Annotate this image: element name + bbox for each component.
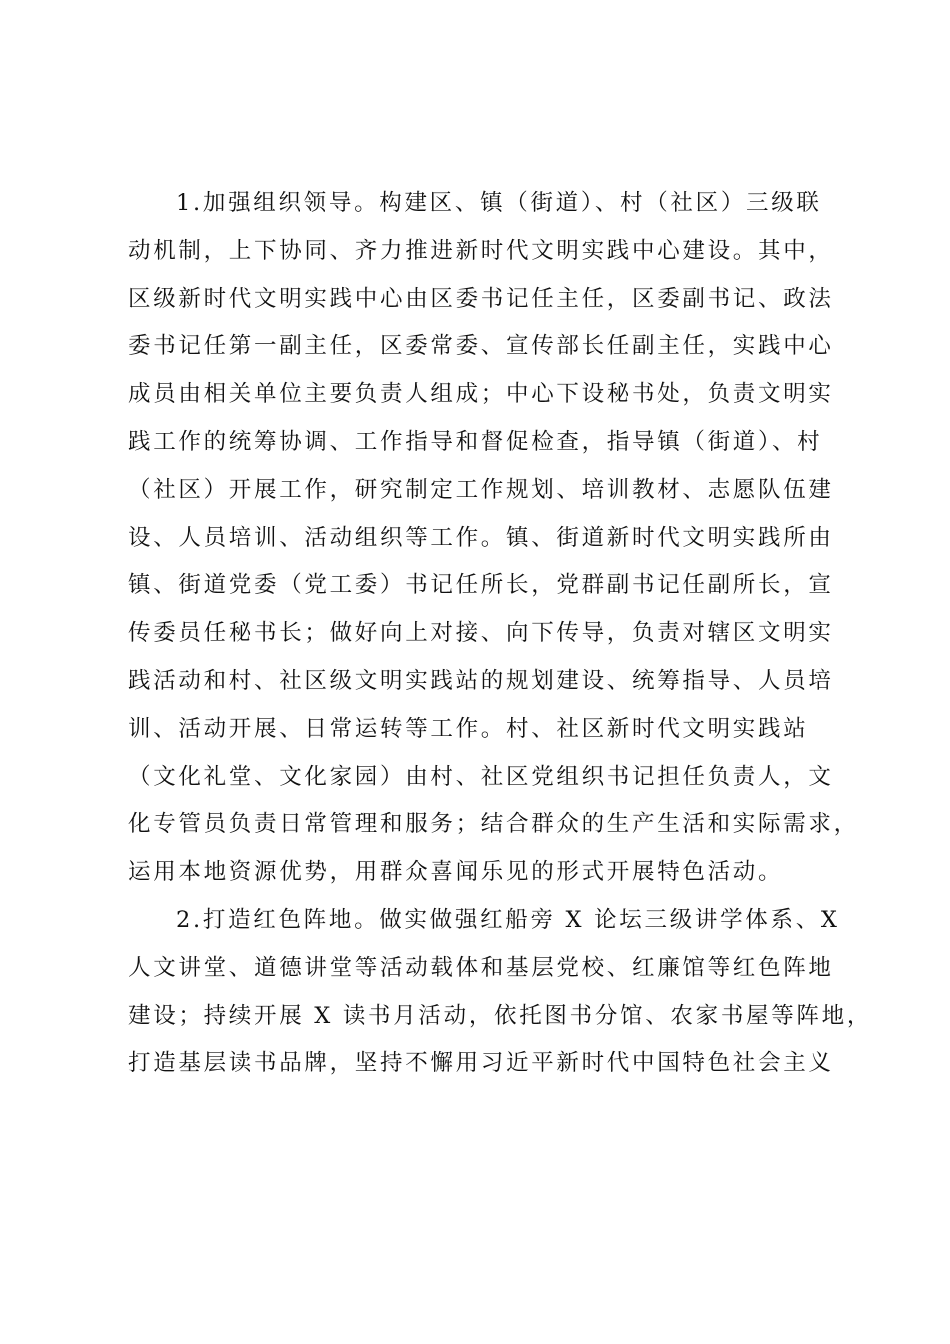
paragraph-line: （社区）开展工作，研究制定工作规划、培训教材、志愿队伍建 — [128, 476, 834, 503]
document-body — [128, 180, 873, 1088]
paragraph-line: 践活动和村、社区级文明实践站的规划建设、统筹指导、人员培 — [128, 667, 834, 694]
paragraph-line: 动机制，上下协同、齐力推进新时代文明实践中心建设。其中， — [128, 237, 834, 264]
paragraph-line: 委书记任第一副主任，区委常委、宣传部长任副主任，实践中心 — [128, 333, 834, 360]
paragraph-line: 打造基层读书品牌，坚持不懈用习近平新时代中国特色社会主义 — [128, 1050, 834, 1077]
paragraph-line: 人文讲堂、道德讲堂等活动载体和基层党校、红廉馆等红色阵地 — [128, 954, 834, 981]
paragraph-line: （文化礼堂、文化家园）由村、社区党组织书记担任负责人，文 — [128, 763, 834, 790]
paragraph-line: 镇、街道党委（党工委）书记任所长，党群副书记任副所长，宣 — [128, 572, 834, 599]
paragraph-line: 运用本地资源优势，用群众喜闻乐见的形式开展特色活动。 — [128, 859, 784, 886]
paragraph-2 — [128, 897, 873, 1088]
paragraph-line: 成员由相关单位主要负责人组成；中心下设秘书处，负责文明实 — [128, 381, 834, 408]
paragraph-line: 1.加强组织领导。构建区、镇（街道）、村（社区）三级联 — [176, 190, 822, 216]
paragraph-line: 传委员任秘书长；做好向上对接、向下传导，负责对辖区文明实 — [128, 620, 834, 647]
paragraph-line: 建设；持续开展 X 读书月活动，依托图书分馆、农家书屋等阵地， — [128, 1002, 873, 1029]
paragraph-line: 2.打造红色阵地。做实做强红船旁 X 论坛三级讲学体系、X — [176, 906, 840, 933]
paragraph-line: 践工作的统筹协调、工作指导和督促检查，指导镇（街道）、村 — [128, 428, 823, 455]
paragraph-1 — [128, 180, 859, 897]
paragraph-line: 化专管员负责日常管理和服务；结合群众的生产生活和实际需求， — [128, 811, 859, 838]
paragraph-line: 区级新时代文明实践中心由区委书记任主任，区委副书记、政法 — [128, 285, 834, 312]
paragraph-line: 设、人员培训、活动组织等工作。镇、街道新时代文明实践所由 — [128, 524, 834, 551]
paragraph-line: 训、活动开展、日常运转等工作。村、社区新时代文明实践站 — [128, 715, 809, 742]
